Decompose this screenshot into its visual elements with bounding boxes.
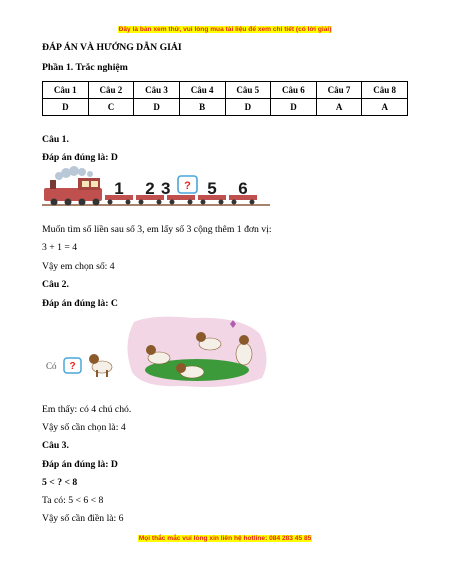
hotline-notice: Mọi thắc mắc vui lòng xin liên hệ hotline: 084 283 45 85 (138, 535, 312, 542)
table-header-cell: Câu 6 (271, 82, 317, 99)
figure-question-mark: ? (69, 361, 76, 372)
table-answer-cell: D (225, 99, 271, 116)
table-answer-cell: A (362, 99, 408, 116)
table-answer-cell: D (134, 99, 180, 116)
number-train-illustration (42, 166, 272, 208)
q2-explanation-line: Vậy số cần chọn là: 4 (42, 422, 126, 433)
table-header-cell: Câu 4 (179, 82, 225, 99)
train-question-mark: ? (184, 180, 191, 192)
q2-explanation-line: Em thấy: có 4 chú chó. (42, 404, 132, 415)
table-header-cell: Câu 5 (225, 82, 271, 99)
q1-correct-answer: Đáp án đúng là: D (42, 152, 118, 163)
train-number: 3 (161, 179, 171, 198)
train-number: 1 (114, 179, 124, 198)
table-header-cell: Câu 2 (88, 82, 134, 99)
q3-explanation-line: Ta có: 5 < 6 < 8 (42, 495, 104, 506)
q1-explanation-line: 3 + 1 = 4 (42, 242, 78, 253)
doc-title: ĐÁP ÁN VÀ HƯỚNG DẪN GIẢI (42, 42, 182, 53)
q1-explanation-line: Muốn tìm số liền sau số 3, em lấy số 3 cộng thêm 1 đơn vị: (42, 224, 272, 235)
dogs-illustration (42, 314, 274, 390)
table-answer-cell: A (316, 99, 362, 116)
q1-explanation-line: Vậy em chọn số: 4 (42, 261, 115, 272)
table-header-cell: Câu 1 (43, 82, 89, 99)
table-header-cell: Câu 3 (134, 82, 180, 99)
answer-table-header-row (43, 82, 408, 99)
dog-icon (89, 354, 112, 377)
table-header-cell: Câu 7 (316, 82, 362, 99)
q3-heading: Câu 3. (42, 440, 69, 451)
q2-heading: Câu 2. (42, 279, 69, 290)
q3-correct-answer: Đáp án đúng là: D (42, 459, 118, 470)
train-number: 6 (238, 179, 248, 198)
part1-heading: Phần 1. Trắc nghiệm (42, 62, 128, 73)
q2-correct-answer: Đáp án đúng là: C (42, 298, 118, 309)
table-answer-cell: D (43, 99, 89, 116)
wagons (105, 195, 257, 200)
answer-table (42, 81, 408, 116)
preview-notice: Đây là bản xem thử, vui lòng mua tài liệu để xem chi tiết (có lời giải) (118, 26, 332, 33)
q1-heading: Câu 1. (42, 134, 69, 145)
q3-problem: 5 < ? < 8 (42, 477, 78, 488)
train-number: 5 (207, 179, 217, 198)
figure-label: Có (46, 361, 57, 371)
table-answer-cell: C (88, 99, 134, 116)
smoke-cloud (55, 166, 93, 180)
table-answer-cell: D (271, 99, 317, 116)
locomotive (44, 178, 102, 206)
table-header-cell: Câu 8 (362, 82, 408, 99)
train-number: 2 (145, 179, 155, 198)
answer-table-answer-row (43, 99, 408, 116)
q3-explanation-line: Vậy số cần điền là: 6 (42, 513, 124, 524)
wagon-wheels (108, 200, 255, 205)
table-answer-cell: B (179, 99, 225, 116)
